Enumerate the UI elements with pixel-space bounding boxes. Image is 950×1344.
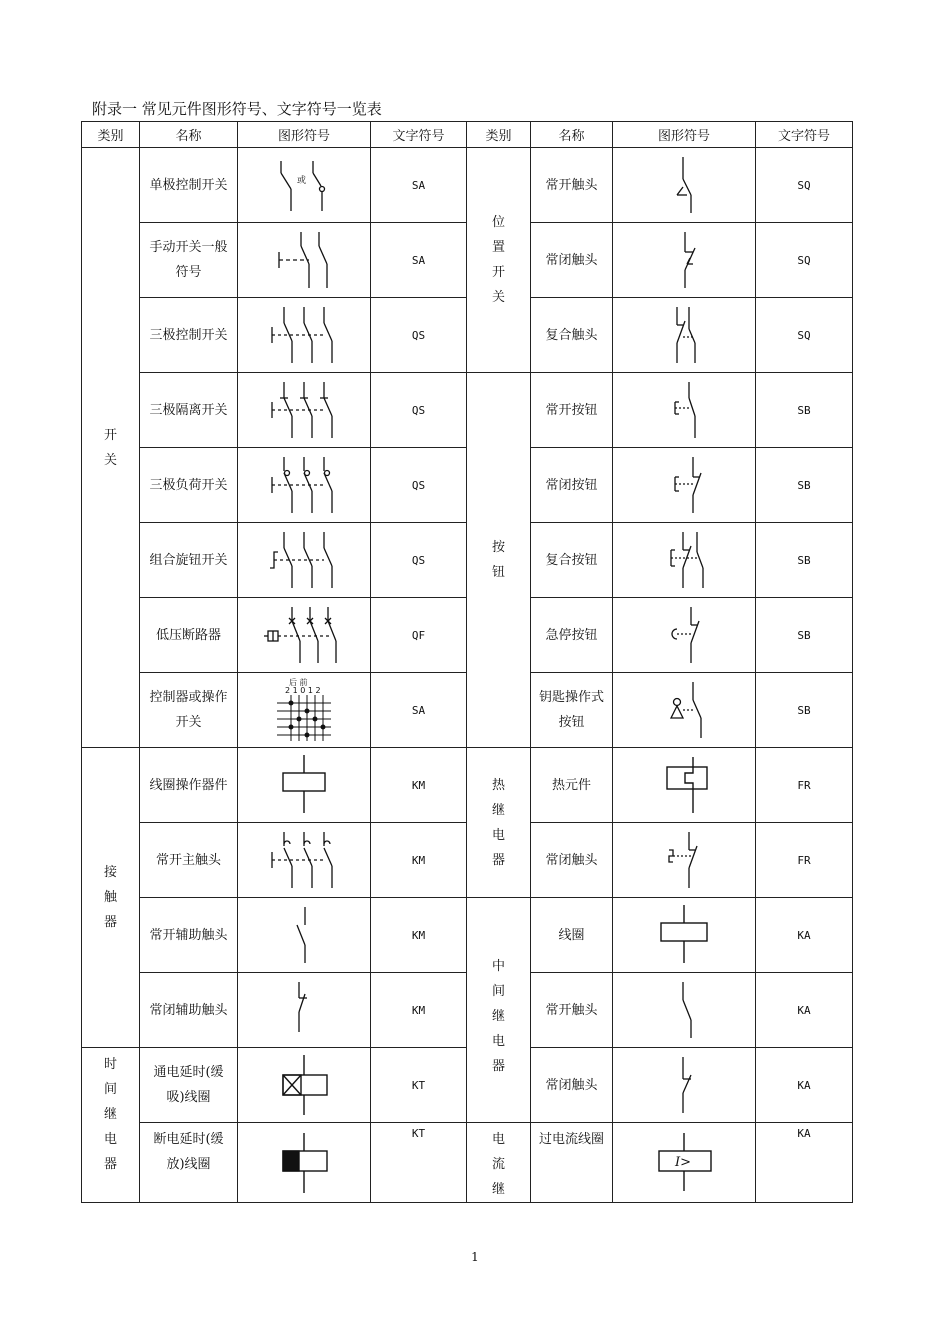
page-number: 1 <box>471 1250 479 1264</box>
thermal-element-icon <box>613 748 756 823</box>
component-name: 组合旋钮开关 <box>140 523 238 598</box>
letter-code: KA <box>756 898 853 973</box>
component-name: 线圈操作器件 <box>140 748 238 823</box>
header-name-right: 名称 <box>531 122 613 148</box>
letter-code: SQ <box>756 148 853 223</box>
letter-code: SA <box>371 148 467 223</box>
letter-code: QS <box>371 448 467 523</box>
header-graphic-symbol-right: 图形符号 <box>613 122 756 148</box>
letter-code: KM <box>371 748 467 823</box>
relay-coil-icon <box>613 898 756 973</box>
letter-code: QS <box>371 523 467 598</box>
component-name: 常闭按钮 <box>531 448 613 523</box>
page-title: 附录一 常见元件图形符号、文字符号一览表 <box>92 100 382 118</box>
letter-code: KM <box>371 898 467 973</box>
three-pole-isolator-icon <box>238 373 371 448</box>
no-pushbutton-icon <box>613 373 756 448</box>
letter-code: SB <box>756 523 853 598</box>
header-category: 类别 <box>82 122 140 148</box>
limit-switch-compound-contact-icon <box>613 298 756 373</box>
component-name: 过电流线圈 <box>531 1123 613 1203</box>
header-graphic-symbol: 图形符号 <box>238 122 371 148</box>
component-name: 复合按钮 <box>531 523 613 598</box>
letter-code: SQ <box>756 223 853 298</box>
letter-code: SA <box>371 673 467 748</box>
component-name: 常开辅助触头 <box>140 898 238 973</box>
component-name: 常闭触头 <box>531 223 613 298</box>
component-name: 控制器或操作开关 <box>140 673 238 748</box>
emergency-stop-button-icon <box>613 598 756 673</box>
controller-positions-label: 2 1 0 1 2 <box>285 686 321 695</box>
relay-no-contact-icon <box>613 973 756 1048</box>
component-name: 常开按钮 <box>531 373 613 448</box>
limit-switch-nc-contact-icon <box>613 223 756 298</box>
on-delay-coil-icon <box>238 1048 371 1123</box>
letter-code: QS <box>371 373 467 448</box>
component-name: 低压断路器 <box>140 598 238 673</box>
category-thermal-relay: 热继电器 <box>467 748 531 898</box>
header-letter-code: 文字符号 <box>371 122 467 148</box>
letter-code: QS <box>371 298 467 373</box>
thermal-nc-contact-icon <box>613 823 756 898</box>
table-row <box>82 1123 853 1203</box>
or-label: 或 <box>297 176 307 186</box>
letter-code: KA <box>756 973 853 1048</box>
controller-top-label: 后 前 <box>289 678 308 687</box>
letter-code: SB <box>756 448 853 523</box>
component-name: 复合触头 <box>531 298 613 373</box>
component-name: 单极控制开关 <box>140 148 238 223</box>
contactor-main-contact-icon <box>238 823 371 898</box>
component-name: 手动开关一般符号 <box>140 223 238 298</box>
header-category-right: 类别 <box>467 122 531 148</box>
letter-code: SB <box>756 673 853 748</box>
category-current-relay: 电流继 <box>467 1123 531 1203</box>
letter-code: KA <box>756 1123 853 1203</box>
off-delay-coil-icon <box>238 1123 371 1203</box>
component-name: 常闭触头 <box>531 823 613 898</box>
component-name: 常闭触头 <box>531 1048 613 1123</box>
manual-switch-icon <box>238 223 371 298</box>
component-name: 三极控制开关 <box>140 298 238 373</box>
component-name: 钥匙操作式按钮 <box>531 673 613 748</box>
nc-auxiliary-contact-icon <box>238 973 371 1048</box>
nc-pushbutton-icon <box>613 448 756 523</box>
header-name: 名称 <box>140 122 238 148</box>
component-name: 常开触头 <box>531 973 613 1048</box>
table-row <box>82 373 853 448</box>
symbol-table <box>81 121 853 1203</box>
single-pole-switch-icon <box>238 148 371 223</box>
three-pole-load-switch-icon <box>238 448 371 523</box>
category-contactor: 接触器 <box>82 748 140 1048</box>
rotary-switch-icon <box>238 523 371 598</box>
table-row <box>82 748 853 823</box>
component-name: 常开触头 <box>531 148 613 223</box>
component-name: 常闭辅助触头 <box>140 973 238 1048</box>
category-time-relay: 时间继电器 <box>82 1048 140 1203</box>
component-name: 常开主触头 <box>140 823 238 898</box>
letter-code: FR <box>756 823 853 898</box>
no-auxiliary-contact-icon <box>238 898 371 973</box>
component-name: 热元件 <box>531 748 613 823</box>
header-letter-code-right: 文字符号 <box>756 122 853 148</box>
controller-switch-icon <box>238 673 371 748</box>
category-intermediate-relay: 中间继电器 <box>467 898 531 1123</box>
compound-pushbutton-icon <box>613 523 756 598</box>
letter-code: SA <box>371 223 467 298</box>
component-name: 线圈 <box>531 898 613 973</box>
three-pole-switch-icon <box>238 298 371 373</box>
letter-code: QF <box>371 598 467 673</box>
component-name: 三极隔离开关 <box>140 373 238 448</box>
letter-code: KT <box>371 1123 467 1203</box>
key-operated-button-icon <box>613 673 756 748</box>
table-row <box>82 898 853 973</box>
component-name: 断电延时(缓放)线圈 <box>140 1123 238 1203</box>
relay-nc-contact-icon <box>613 1048 756 1123</box>
letter-code: KM <box>371 973 467 1048</box>
circuit-breaker-icon <box>238 598 371 673</box>
overcurrent-coil-icon <box>613 1123 756 1203</box>
header-row <box>82 122 853 148</box>
limit-switch-no-contact-icon <box>613 148 756 223</box>
component-name: 通电延时(缓吸)线圈 <box>140 1048 238 1123</box>
letter-code: SB <box>756 373 853 448</box>
letter-code: SQ <box>756 298 853 373</box>
table-row <box>82 148 853 223</box>
overcurrent-label: I> <box>675 1154 692 1170</box>
category-button: 按钮 <box>467 373 531 748</box>
component-name: 急停按钮 <box>531 598 613 673</box>
letter-code: FR <box>756 748 853 823</box>
letter-code: SB <box>756 598 853 673</box>
category-switch: 开关 <box>82 148 140 748</box>
category-position-switch: 位置开关 <box>467 148 531 373</box>
letter-code: KT <box>371 1048 467 1123</box>
contactor-coil-icon <box>238 748 371 823</box>
letter-code: KA <box>756 1048 853 1123</box>
component-name: 三极负荷开关 <box>140 448 238 523</box>
letter-code: KM <box>371 823 467 898</box>
